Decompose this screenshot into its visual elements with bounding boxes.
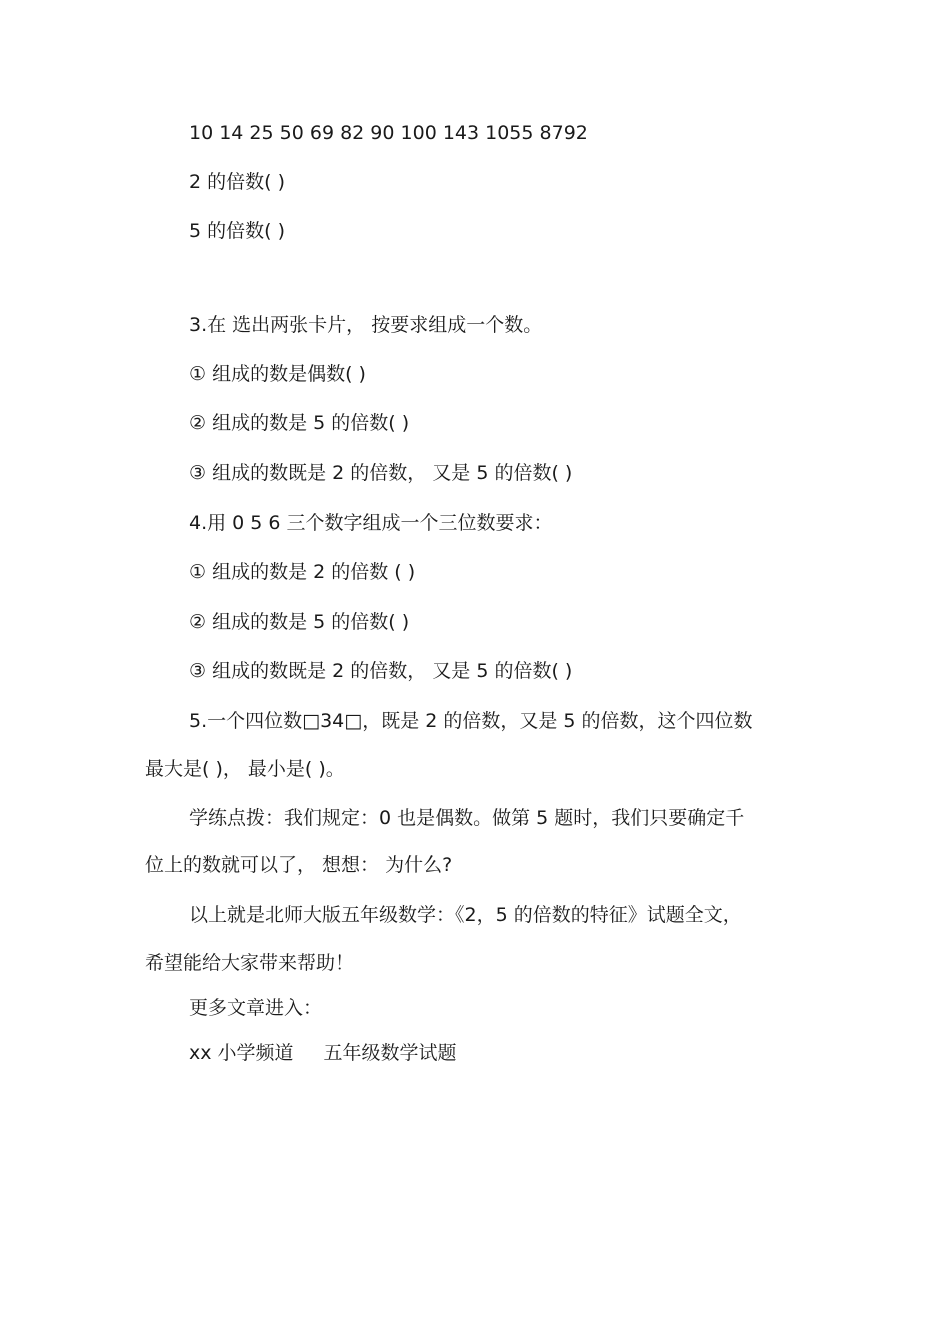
question-4-title: 4.用 0 5 6 三个数字组成一个三位数要求： [189,512,553,534]
question-3-title: 3.在 选出两张卡片， 按要求组成一个数。 [189,314,543,336]
link-primary-school-channel[interactable]: xx 小学频道 [189,1042,294,1064]
link-grade-5-math-tests[interactable]: 五年级数学试题 [323,1042,457,1064]
summary-line-1: 以上就是北师大版五年级数学：《2，5 的倍数的特征》试题全文， [189,904,742,926]
tip-line-1: 学练点拨：我们规定：0 也是偶数。做第 5 题时，我们只要确定千 [189,807,745,829]
question-4-item-2: ② 组成的数是 5 的倍数( ) [189,611,410,633]
question-5-line-1: 5.一个四位数□34□，既是 2 的倍数，又是 5 的倍数，这个四位数 [189,710,753,732]
question-2-multiples-of-5: 5 的倍数( ) [189,220,285,242]
more-articles-label: 更多文章进入： [189,997,323,1019]
related-links [189,1041,457,1065]
question-5-line-2: 最大是( )， 最小是( )。 [145,758,345,780]
tip-line-2: 位上的数就可以了， 想想： 为什么? [145,854,453,876]
summary-line-2: 希望能给大家带来帮助！ [145,952,355,974]
question-4-item-1: ① 组成的数是 2 的倍数 ( ) [189,561,416,583]
question-2-multiples-of-2: 2 的倍数( ) [189,171,285,193]
question-4-item-3: ③ 组成的数既是 2 的倍数， 又是 5 的倍数( ) [189,660,573,682]
question-3-item-3: ③ 组成的数既是 2 的倍数， 又是 5 的倍数( ) [189,462,573,484]
question-3-item-2: ② 组成的数是 5 的倍数( ) [189,412,410,434]
numbers-line: 10 14 25 50 69 82 90 100 143 1055 8792 [189,122,588,144]
question-3-item-1: ① 组成的数是偶数( ) [189,363,366,385]
